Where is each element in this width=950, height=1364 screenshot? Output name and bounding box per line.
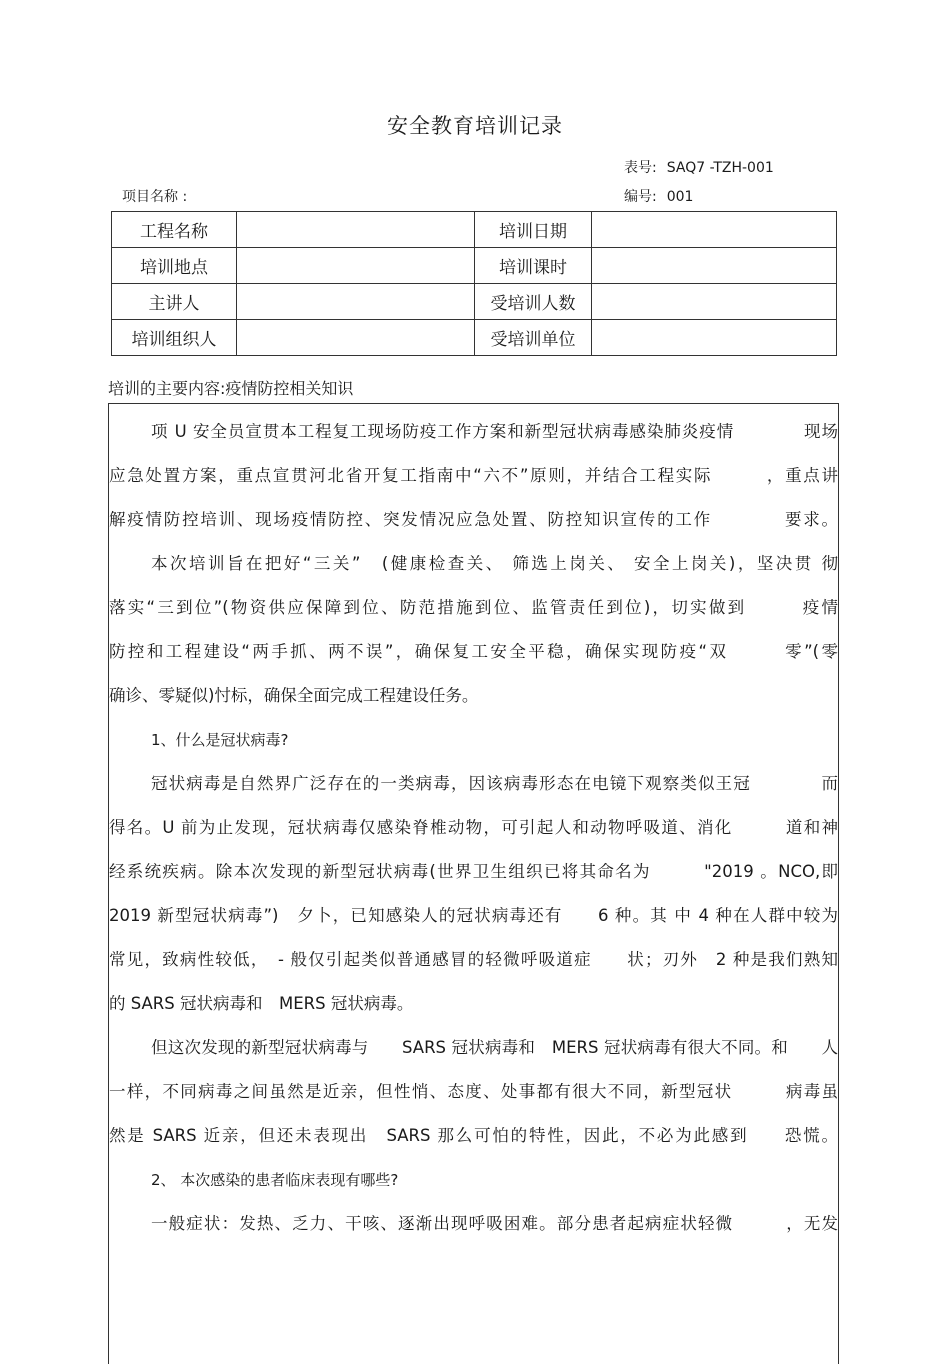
project-name-label: 项目名称 : (122, 189, 188, 205)
content-line: 一样，不同病毒之间虽然是近亲，但性悄、态度、处事都有很大不同，新型冠状 病毒虽 (109, 1082, 838, 1101)
table-row (112, 284, 837, 320)
content-line: 的 SARS 冠状病毒和 MERS 冠状病毒。 (109, 994, 414, 1013)
content-line: 常见，致病性较低， - 般仅引起类似普通感冒的轻微呼吸道症 状；刃外 2 种是我们熟知 (109, 950, 838, 969)
content-line: 一般症状：发热、乏力、干咳、逐渐出现呼吸困难。部分患者起病症状轻微 ，无发 (151, 1214, 838, 1233)
table-value[interactable] (237, 320, 475, 356)
content-line: 应急处置方案，重点宣贯河北省开复工指南中“六不”原则，并结合工程实际 ，重点讲 (109, 466, 838, 485)
main-content-label: 培训的主要内容:疫情防控相关知识 (108, 379, 354, 398)
content-line: 2019 新型冠状病毒”) 夕卜，已知感染人的冠状病毒还有 6 种。其 中 4 种在人群中较为 (109, 906, 838, 925)
content-line: 项 U 安全员宣贯本工程复工现场防疫工作方案和新型冠状病毒感染肺炎疫情 现场 (151, 422, 838, 441)
table-value[interactable] (237, 248, 475, 284)
content-line: 冠状病毒是自然界广泛存在的一类病毒，因该病毒形态在电镜下观察类似王冠 而 (151, 774, 838, 793)
content-line: 本次培训旨在把好“三关” (健康检查关、 筛选上岗关、 安全上岗关)，坚决贯 彻 (151, 554, 838, 573)
section-heading: 1、什么是冠状病毒? (151, 731, 289, 749)
content-line: 但这次发现的新型冠状病毒与 SARS 冠状病毒和 MERS 冠状病毒有很大不同。和 人 (151, 1038, 838, 1057)
form-number (624, 157, 774, 177)
table-label: 培训日期 (475, 212, 592, 248)
table-label: 主讲人 (112, 284, 237, 320)
table-row (112, 212, 837, 248)
content-line: 落实“三到位”(物资供应保障到位、防范措施到位、监管责任到位)，切实做到 疫情 (109, 598, 838, 617)
table-label: 培训课时 (475, 248, 592, 284)
form-number-value: SAQ7 -TZH-001 (666, 160, 774, 176)
content-line: 然是 SARS 近亲，但还未表现出 SARS 那么可怕的特性，因此，不必为此感到 恐慌。 (109, 1126, 838, 1145)
form-number-label: 表号: (624, 160, 657, 176)
table-value[interactable] (592, 248, 837, 284)
serial-number (624, 186, 693, 206)
table-label: 培训组织人 (112, 320, 237, 356)
table-value[interactable] (592, 284, 837, 320)
table-row (112, 320, 837, 356)
table-label: 培训地点 (112, 248, 237, 284)
training-content-box (108, 403, 839, 1364)
serial-number-value: 001 (666, 189, 694, 205)
table-row (112, 248, 837, 284)
table-value[interactable] (237, 284, 475, 320)
content-line: 确诊、零疑似)忖标，确保全面完成工程建设任务。 (109, 686, 479, 705)
table-value[interactable] (237, 212, 475, 248)
table-label: 受培训人数 (475, 284, 592, 320)
serial-number-label: 编号: (624, 189, 657, 205)
table-label: 工程名称 (112, 212, 237, 248)
content-line: 防控和工程建设“两手抓、两不误”，确保复工安全平稳，确保实现防疫“双 零”(零 (109, 642, 838, 661)
content-line: 得名。U 前为止发现，冠状病毒仅感染脊椎动物，可引起人和动物呼吸道、消化 道和神 (109, 818, 838, 837)
section-heading: 2、 本次感染的患者临床表现有哪些? (151, 1171, 399, 1189)
table-value[interactable] (592, 320, 837, 356)
content-line: 解疫情防控培训、现场疫情防控、突发情况应急处置、防控知识宣传的工作 要求。 (109, 510, 838, 529)
content-line: 经系统疾病。除本次发现的新型冠状病毒(世界卫生组织已将其命名为 "2019 。NCO,即 (109, 862, 838, 881)
table-value[interactable] (592, 212, 837, 248)
table-label: 受培训单位 (475, 320, 592, 356)
training-info-table (111, 211, 837, 356)
page-title: 安全教育培训记录 (387, 114, 563, 138)
